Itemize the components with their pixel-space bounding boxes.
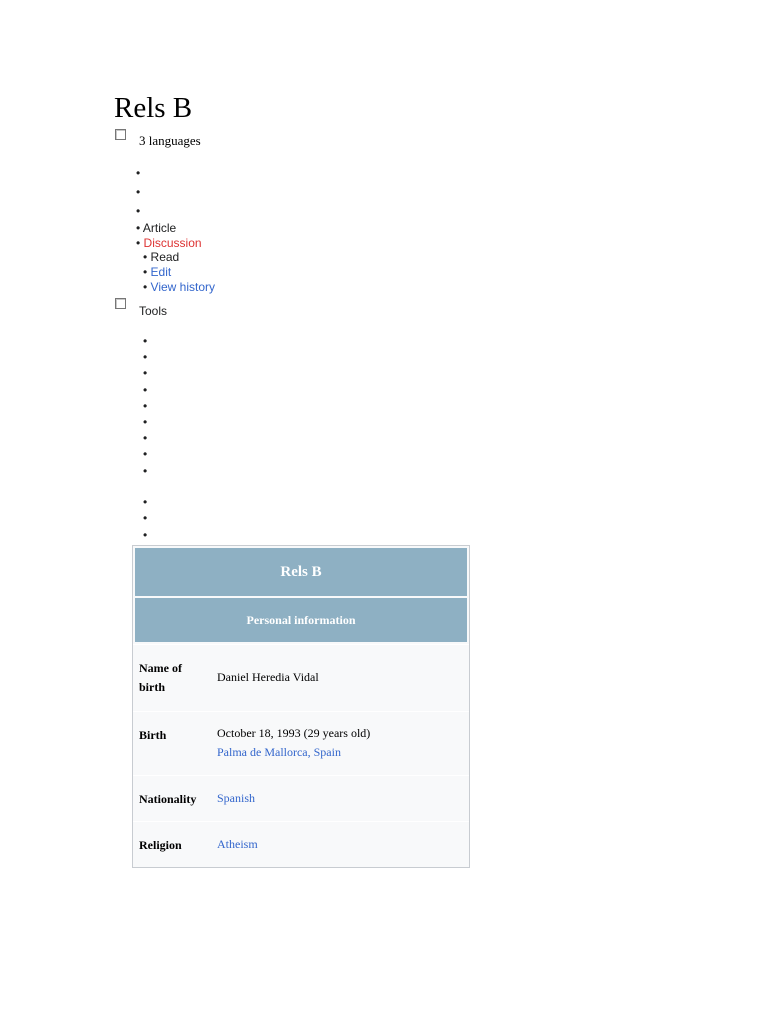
birthplace-link[interactable]: Palma de Mallorca, Spain	[217, 745, 341, 759]
tab-read[interactable]	[143, 250, 179, 265]
list-bullet: •	[143, 431, 148, 445]
infobox-title: Rels B	[135, 548, 467, 596]
tab-article-label[interactable]: Article	[142, 221, 177, 235]
tab-edit[interactable]	[143, 265, 171, 280]
list-bullet: •	[143, 250, 151, 264]
tools-menu-label[interactable]: Tools	[139, 304, 168, 318]
page-title: Rels B	[114, 92, 193, 124]
infobox-label: Name of birth	[139, 661, 182, 694]
tab-discussion[interactable]	[136, 236, 202, 251]
infobox-value	[217, 724, 370, 762]
list-bullet: •	[143, 350, 148, 364]
tools-menu-checkbox[interactable]	[115, 298, 126, 309]
list-bullet: •	[143, 366, 148, 380]
nationality-link[interactable]: Spanish	[217, 791, 256, 805]
infobox-label: Religion	[139, 838, 182, 852]
list-bullet: •	[143, 265, 151, 279]
tab-article[interactable]	[136, 221, 176, 236]
infobox-value: Daniel Heredia Vidal	[217, 670, 319, 684]
language-menu-checkbox[interactable]	[115, 129, 126, 140]
list-bullet: •	[143, 399, 148, 413]
list-bullet: •	[136, 204, 141, 218]
list-bullet: •	[143, 511, 148, 525]
list-bullet: •	[136, 166, 141, 180]
infobox-section-header: Personal information	[135, 598, 467, 642]
infobox-row-name-of-birth	[133, 644, 469, 712]
list-bullet: •	[143, 464, 148, 478]
tab-edit-label[interactable]: Edit	[150, 265, 172, 279]
infobox	[132, 545, 470, 868]
infobox-label: Nationality	[139, 792, 197, 806]
tab-read-label[interactable]: Read	[150, 250, 180, 264]
language-menu-label[interactable]: 3 languages	[139, 133, 201, 148]
infobox-row-religion	[133, 821, 469, 868]
list-bullet: •	[143, 334, 148, 348]
list-bullet: •	[136, 236, 144, 250]
religion-link[interactable]: Atheism	[217, 837, 258, 851]
tab-discussion-label[interactable]: Discussion	[143, 236, 202, 250]
infobox-label: Birth	[139, 728, 167, 742]
infobox-value	[217, 789, 255, 808]
list-bullet: •	[143, 280, 151, 294]
birth-date: October 18, 1993 (29 years old)	[217, 726, 371, 740]
list-bullet: •	[143, 383, 148, 397]
list-bullet: •	[143, 495, 148, 509]
list-bullet: •	[136, 185, 141, 199]
list-bullet: •	[143, 528, 148, 542]
tab-view-history-label[interactable]: View history	[150, 280, 216, 294]
list-bullet: •	[143, 447, 148, 461]
list-bullet: •	[143, 415, 148, 429]
infobox-value	[217, 835, 258, 854]
infobox-row-nationality	[133, 775, 469, 822]
list-bullet: •	[136, 221, 143, 235]
tab-view-history[interactable]	[143, 280, 215, 295]
infobox-row-birth	[133, 711, 469, 776]
